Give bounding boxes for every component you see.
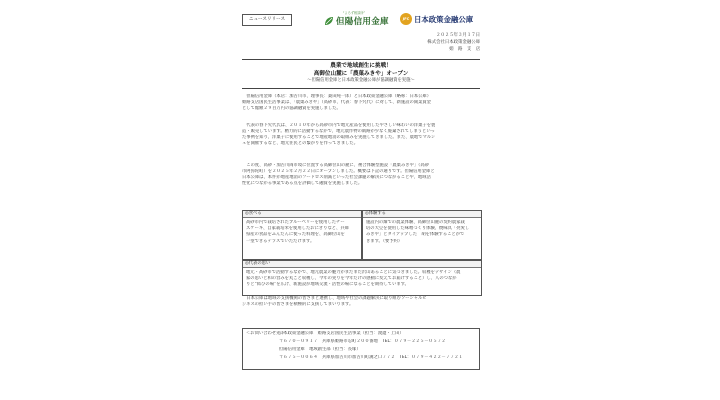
headline-line2: 高御位山麓に「農菓みきや」オープン [313, 71, 409, 77]
para2-line: 造・販売しています。精力的に活動するなかで、地元農作物の販路が少なく廃棄されてしまうといっ [242, 129, 435, 134]
thoughts-box [242, 260, 482, 296]
headline-line1: 農業で地域創生に挑戦！ [330, 63, 392, 69]
contact-line: 〒６７０－０９１７ 兵庫県姫路市忍町２００番地 TEL：０７９－２２５－０５７２ [279, 339, 446, 344]
thoughts-box-title: ◎代表の思い [243, 261, 481, 268]
para3-line: 市阿弥陀町）を２０２５年２月２２日にオープンしました。概要は下記の通りです。但陽信用金庫と [242, 169, 435, 174]
contact-box [242, 328, 480, 370]
issuer-branch: 姫 路 支 店 [449, 47, 480, 52]
contact-heading: ＜お問い合わせ先＞ [246, 331, 285, 336]
para3-line: 性化につながる事業である点を評価して融資を実施しました。 [242, 181, 363, 186]
leaf-icon [324, 16, 334, 26]
contact-line: 但陽信用金庫 地域創生部（担当：長塚） [279, 347, 361, 352]
para1-line: 但陽信用金庫（本店：加古川市、理事長：桑田純一郎）と日本政策金融公庫（略称：日本公庫） [242, 94, 432, 99]
news-release-badge: ニュースリリース [242, 14, 292, 26]
eat-box-line: ズケーキ、自家栽培米を使用したおにぎりなど、兵庫 [246, 226, 349, 232]
experience-box [362, 210, 482, 260]
para2-line: 代表の春下究代氏は、２０１０年から高砂市内で地元産品を使用したやさしい味わいの洋菓子を製 [242, 123, 436, 128]
press-release-page [232, 6, 490, 396]
experience-box-line: 培の大豆を使用した味噌づくり体験、焼味具「亮愛し [366, 226, 470, 232]
headline-block [242, 59, 480, 89]
thoughts-box-line: りと“結びの場”を広げ、新施設が地域交流・活性の場になることを期待しています。 [246, 282, 409, 288]
para2-line: た事例を知り、洋菓子に使用することで地産地消の取組みを実施してきました。また、農地でマルシ [242, 135, 436, 140]
para2-line: ェを開催するなど、地元住民との繋がりを作ってきました。 [242, 141, 359, 146]
logo-tagline: “よろず相談所” [342, 11, 366, 15]
para3-line: この度、高砂・加古川両市境に位置する高御位山の麓に、複合体験型施設「農菓みきや」（高砂 [242, 163, 429, 168]
jfc-mark-icon: JFC [400, 13, 412, 25]
issuer-org: 株式会社日本政策金融公庫 [427, 40, 480, 45]
closing-line: ジネスの担い手の皆さまを積極的に支援してまいります。 [242, 302, 354, 307]
experience-box-line: みきや」とタイアップした 胡を体験することがで [366, 232, 465, 238]
closing-line: 日本公庫は地域の支援機関の皆さまと連携し、地域や社会の課題解決に取り組むソーシャルビ [242, 296, 427, 301]
experience-box-title: ◎体験する [363, 211, 481, 218]
contact-line: 〒６７５－００６４ 兵庫県加古川市加古川町溝之口７７２ TEL：０７９－４２２－７７２１ [279, 355, 463, 360]
jfc-logo [400, 13, 473, 25]
eat-box [242, 210, 362, 260]
contact-line: 日本政策金融公庫 姫路支店国民生活事業（担当：渡邊・上田） [279, 331, 404, 336]
jfc-name: 日本政策金融公庫 [414, 14, 474, 24]
eat-box-line: 高砂市内で栽培されたブルーベリーを使用したチー [246, 220, 345, 225]
para1-line: 姫路支店国民生活事業は、「農菓みきや」（高砂市、代表：春下究代）に対して、新施設の開業資金 [242, 100, 431, 105]
experience-box-line: きます。（要予約） [366, 238, 403, 244]
thoughts-box-line: 地元・高砂市で活動するなかで、地元農業の魅力がまだまだ沢山あることに気づきました。収穫をデザイン（農 [246, 270, 461, 275]
tanyo-shinkin-name: 但陽信用金庫 [336, 17, 389, 27]
experience-box-line: 施設内の畑での農業体験、高御位山麓の契約農家栽 [366, 220, 465, 225]
eat-box-title: ◎食べる [243, 211, 361, 218]
para1-line: として総額２９百万円の協調融資を実施しました。 [242, 106, 341, 111]
eat-box-line: 一望できるテラスでいただけます。 [246, 238, 315, 244]
tanyo-shinkin-logo [324, 10, 389, 27]
eat-box-line: 県産の食品をふんだんに使った料理を、高御位山を [246, 232, 345, 238]
thoughts-box-line: 家の思いと和の営みを丸ごと収穫し、今年の実りを今年だけの感動に変えてお届けすること）し、人のつなが [246, 276, 457, 282]
release-date: ２０２５年３月１７日 [436, 33, 480, 38]
para3-line: 日本公庫は、本件が地産地消のフードロス削減といった社会課題の解決につながることや、地域活 [242, 175, 431, 180]
headline-subtitle: ～但陽信用金庫と日本政策金融公庫が協調融資を実施～ [307, 78, 415, 83]
